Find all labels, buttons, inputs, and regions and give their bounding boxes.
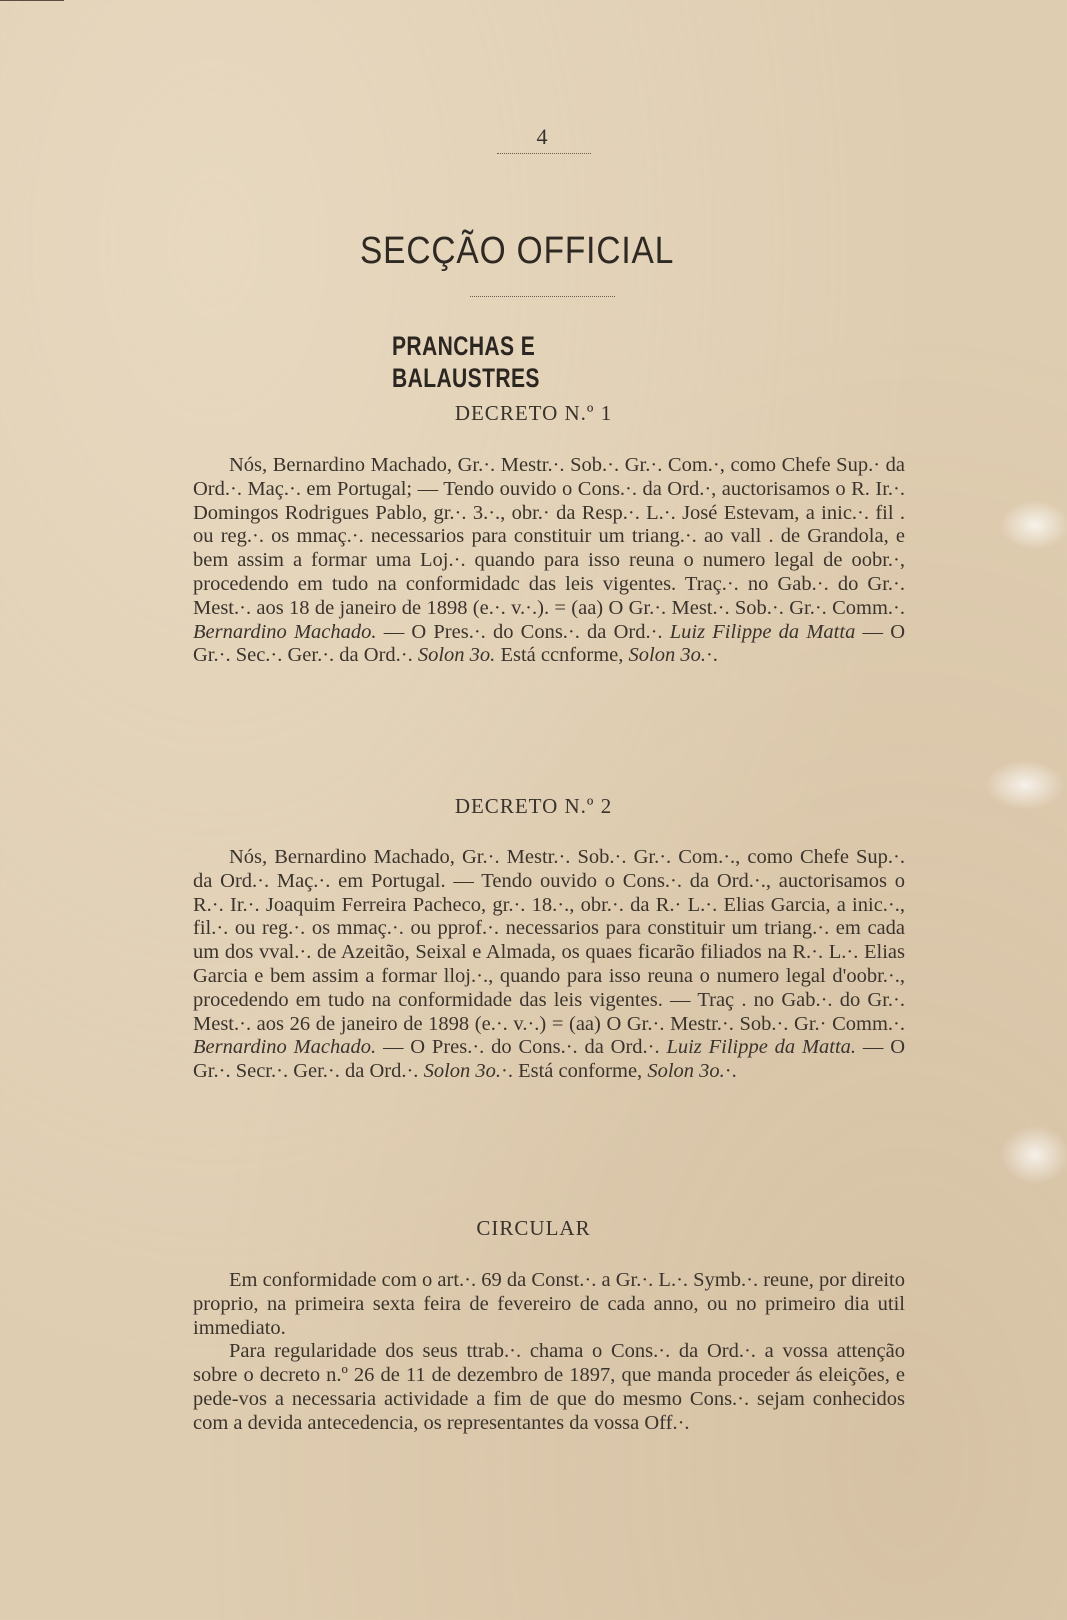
- paper-stain: [1000, 500, 1067, 550]
- page-number: 4: [536, 124, 548, 149]
- decree-1-signature: Bernardino Machado.: [193, 620, 377, 643]
- decree-1-body: [193, 454, 905, 668]
- decree-2-text: ·.: [724, 1060, 737, 1083]
- circular-paragraph: Em conformidade com o art.·. 69 da Const.·. a Gr.·. L.·. Symb.·. reune, por direito proprio, na primeira sexta feira de fevereiro de cada anno, ou no primeiro dia util immediato.: [193, 1269, 905, 1339]
- decree-2-paragraph: [193, 846, 905, 1084]
- decree-2-text: — O Pres.·. do Cons.·. da Ord.·.: [376, 1036, 667, 1059]
- decree-1-text: — O Gr.·. Sec.·. Ger.·. da Ord.·.: [193, 620, 906, 667]
- circular-heading: CIRCULAR: [476, 1216, 591, 1240]
- decree-2-signature: Solon 3o.: [647, 1060, 725, 1083]
- decree-2-signature: Bernardino Machado.: [193, 1036, 377, 1059]
- decree-1-text: Está ccnforme,: [495, 644, 629, 667]
- decree-1-signature: Solon 3o.: [417, 644, 496, 667]
- decree-2-body: [193, 846, 905, 1084]
- decree-2-signature: Solon 3o.: [423, 1060, 502, 1083]
- decree-1-text: ·.: [705, 644, 718, 667]
- decree-2-heading: DECRETO N.º 2: [454, 794, 613, 818]
- decree-1-paragraph: [193, 454, 905, 668]
- decree-2-text: — O Gr.·. Secr.·. Ger.·. da Ord.·.: [193, 1036, 905, 1083]
- paper-stain: [1000, 1125, 1067, 1185]
- decree-2-text: ·. Está conforme,: [501, 1060, 648, 1083]
- circular-paragraph: Para regularidade dos seus ttrab.·. chama o Cons.·. da Ord.·. a vossa attenção sobre o decreto n.º 26 de 11 de dezembro de 1897, que manda proceder ás eleições, e pede-vos a necessaria actividade a fim de que do mesmo Cons.·. sejam conhecidos com a devida antecedencia, os representantes da vossa Off.·.: [193, 1340, 905, 1434]
- page-number-rule: [497, 153, 591, 154]
- page-edge-mark: [0, 0, 64, 1]
- decree-1-text: — O Pres.·. do Cons.·. da Ord.·.: [376, 620, 670, 643]
- circular-body: [193, 1269, 905, 1436]
- decree-1-text: Nós, Bernardino Machado, Gr.·. Mestr.·. Sob.·. Gr.·. Com.·, como Chefe Sup.· da Ord.·. Maç.·. em Portugal; — Tendo ouvido o Cons.·. da Ord.·, auctorisamos o R. Ir.·. Domingos Rodrigues Pablo, gr.·. 3.·., obr.· da Resp.·. L.·. José Estevam, a inic.·. fil . ou reg.·. os mmaç.·. necessarios para constituir um triang.·. ao vall . de Grandola, e bem assim a formar uma Loj.·. quando para isso reuna o numero legal de oobr.·, procedendo em tudo na conformidadc das leis vigentes. Traç.·. no Gab.·. do Gr.·. Mest.·. aos 18 de janeiro de 1898 (e.·. v.·.). = (aa) O Gr.·. Mest.·. Sob.·. Gr.·. Comm.·.: [193, 454, 905, 619]
- decree-2-signature: Luiz Filippe da Matta.: [666, 1036, 857, 1059]
- decree-2-text: Nós, Bernardino Machado, Gr.·. Mestr.·. Sob.·. Gr.·. Com.·., como Chefe Sup.·. da Ord.·. Maç.·. em Portugal. — Tendo ouvido o Cons.·. da Ord.·., auctorisamos o R.·. Ir.·. Joaquim Ferreira Pacheco, gr.·. 18.·., obr.·. da R.· L.·. Elias Garcia, a inic.·., fil.·. ou reg.·. os mmaç.·. ou pprof.·. necessarios para constituir um triang.·. em cada um dos vval.·. de Azeitão, Seixal e Almada, os quaes ficarão filiados na R.·. L.·. Elias Garcia e bem assim a formar lloj.·., quando para isso reuna o numero legal d'oobr.·., procedendo em tudo na conformidade das leis vigentes. — Traç . no Gab.·. do Gr.·. Mest.·. aos 26 de janeiro de 1898 (e.·. v.·.) = (aa) O Gr.·. Mestr.·. Sob.·. Gr.· Comm.·.: [193, 846, 905, 1035]
- sub-title: PRANCHAS E BALAUSTRES: [392, 331, 540, 393]
- decree-1-signature: Luiz Filippe da Matta: [669, 620, 856, 643]
- decree-1-signature: Solon 3o.: [628, 644, 706, 667]
- decree-1-heading: DECRETO N.º 1: [454, 401, 613, 425]
- title-rule: [470, 296, 615, 297]
- section-title: SECÇÃO OFFICIAL: [360, 230, 675, 272]
